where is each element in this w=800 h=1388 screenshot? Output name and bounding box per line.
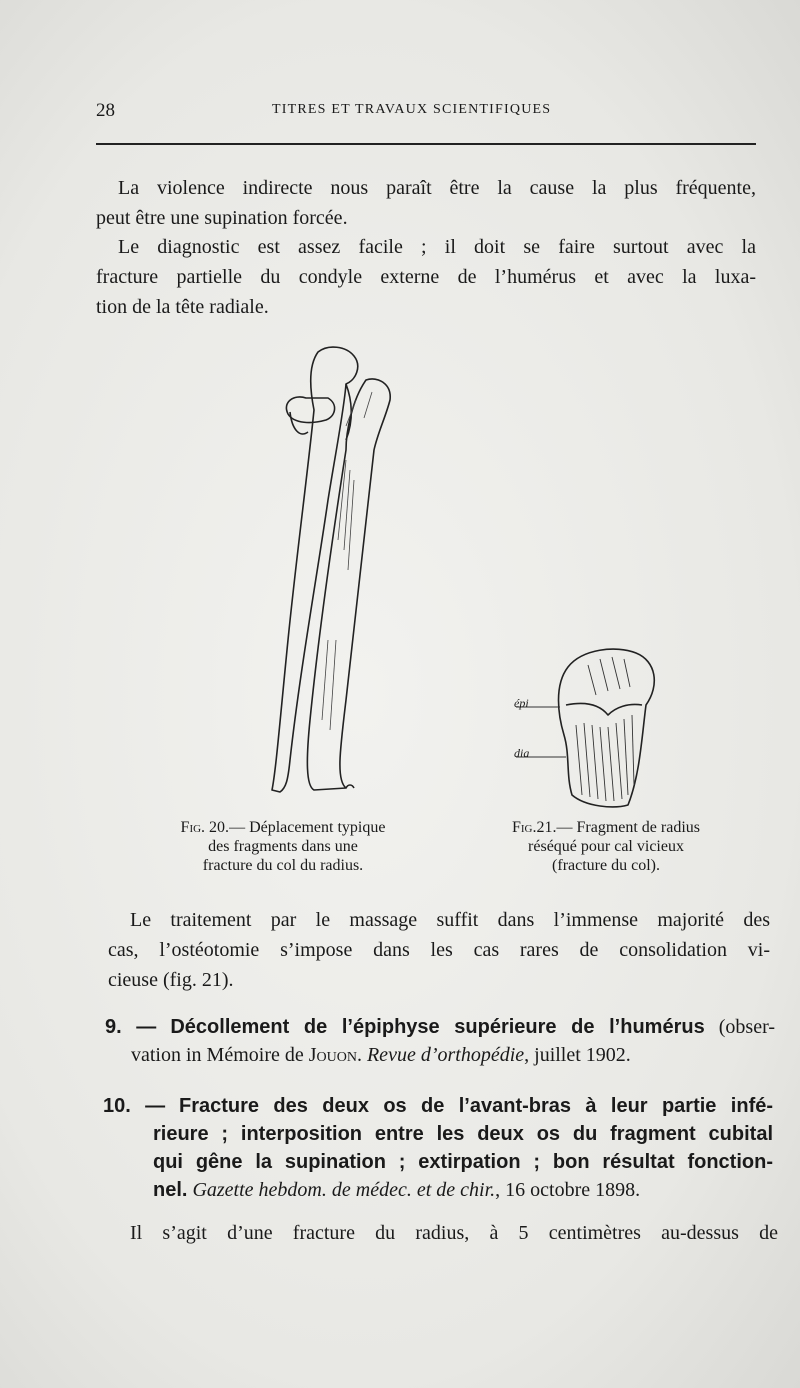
item-title: Fracture des deux os de l’avant-bras à leur partie infé- [179, 1095, 774, 1117]
text-line: peut être une supination forcée. [96, 207, 348, 229]
header-rule [96, 143, 756, 145]
item-text: vation in Mémoire de [131, 1044, 309, 1066]
caption-line: — Déplacement typique [229, 819, 386, 836]
item-number: 10. — [103, 1095, 166, 1117]
paragraph-il-sagit [108, 1218, 778, 1248]
figure-21-caption [466, 818, 746, 875]
running-header [96, 100, 756, 124]
item-date: , 16 octobre 1898. [495, 1179, 641, 1201]
text-line: tion de la tête radiale. [96, 296, 269, 318]
caption-line: fracture du col du radius. [202, 857, 364, 874]
item-text: , juillet 1902. [524, 1044, 631, 1066]
running-title: TITRES ET TRAVAUX SCIENTIFIQUES [272, 102, 552, 117]
text-line: La violence indirecte nous paraît être la cause la plus fréquente, [118, 177, 756, 199]
item-title: Décollement de l’épiphyse supérieure de l’humérus [170, 1016, 705, 1038]
item-title: qui gêne la supination ; extirpation ; bon résultat fonction- [153, 1151, 773, 1173]
item-number: 9. — [105, 1016, 157, 1038]
paragraph-diagnostic [96, 232, 756, 322]
text-line: cieuse (fig. 21). [108, 969, 234, 991]
text-line: Le diagnostic est assez facile ; il doit se faire surtout avec la [118, 236, 756, 258]
text-line: cas, l’ostéotomie s’impose dans les cas rares de consolidation vi- [108, 939, 770, 961]
publication-item-10 [103, 1092, 773, 1204]
page-number: 28 [96, 100, 115, 121]
author-name: Jouon [308, 1044, 357, 1066]
caption-line: — Fragment de radius [556, 819, 701, 836]
paragraph-traitement [108, 905, 770, 995]
figures-area [96, 340, 766, 900]
figure-20-caption [138, 818, 428, 875]
publication-item-9 [105, 1013, 775, 1069]
item-title: rieure ; interposition entre les deux os du fragment cubital [153, 1123, 773, 1145]
figure-21-label: Fig.21. [511, 819, 557, 836]
item-title: nel. [153, 1179, 188, 1201]
caption-line: (fracture du col). [552, 857, 660, 874]
paragraph-violence [96, 173, 756, 233]
caption-line: des fragments dans une [208, 838, 358, 855]
text-line: Il s’agit d’une fracture du radius, à 5 centimètres au-dessus de [130, 1222, 778, 1244]
text-line: fracture partielle du condyle externe de l’humérus et avec la luxa- [96, 266, 756, 288]
figure-20-forearm-bones-illustration [196, 340, 456, 800]
text-line: Le traitement par le massage suffit dans l’immense majorité des [130, 909, 770, 931]
journal-name: Revue d’orthopédie [366, 1044, 525, 1066]
figure-20-label: Fig. 20. [180, 819, 230, 836]
caption-line: réséqué pour cal vicieux [528, 838, 684, 855]
figure-21-radius-fragment-illustration [496, 645, 676, 815]
journal-name: Gazette hebdom. de médec. et de chir. [192, 1179, 496, 1201]
item-text: (obser- [718, 1016, 775, 1038]
label-dia: dia [514, 746, 530, 760]
item-text: . [356, 1044, 367, 1066]
label-epi: épi [514, 696, 529, 710]
